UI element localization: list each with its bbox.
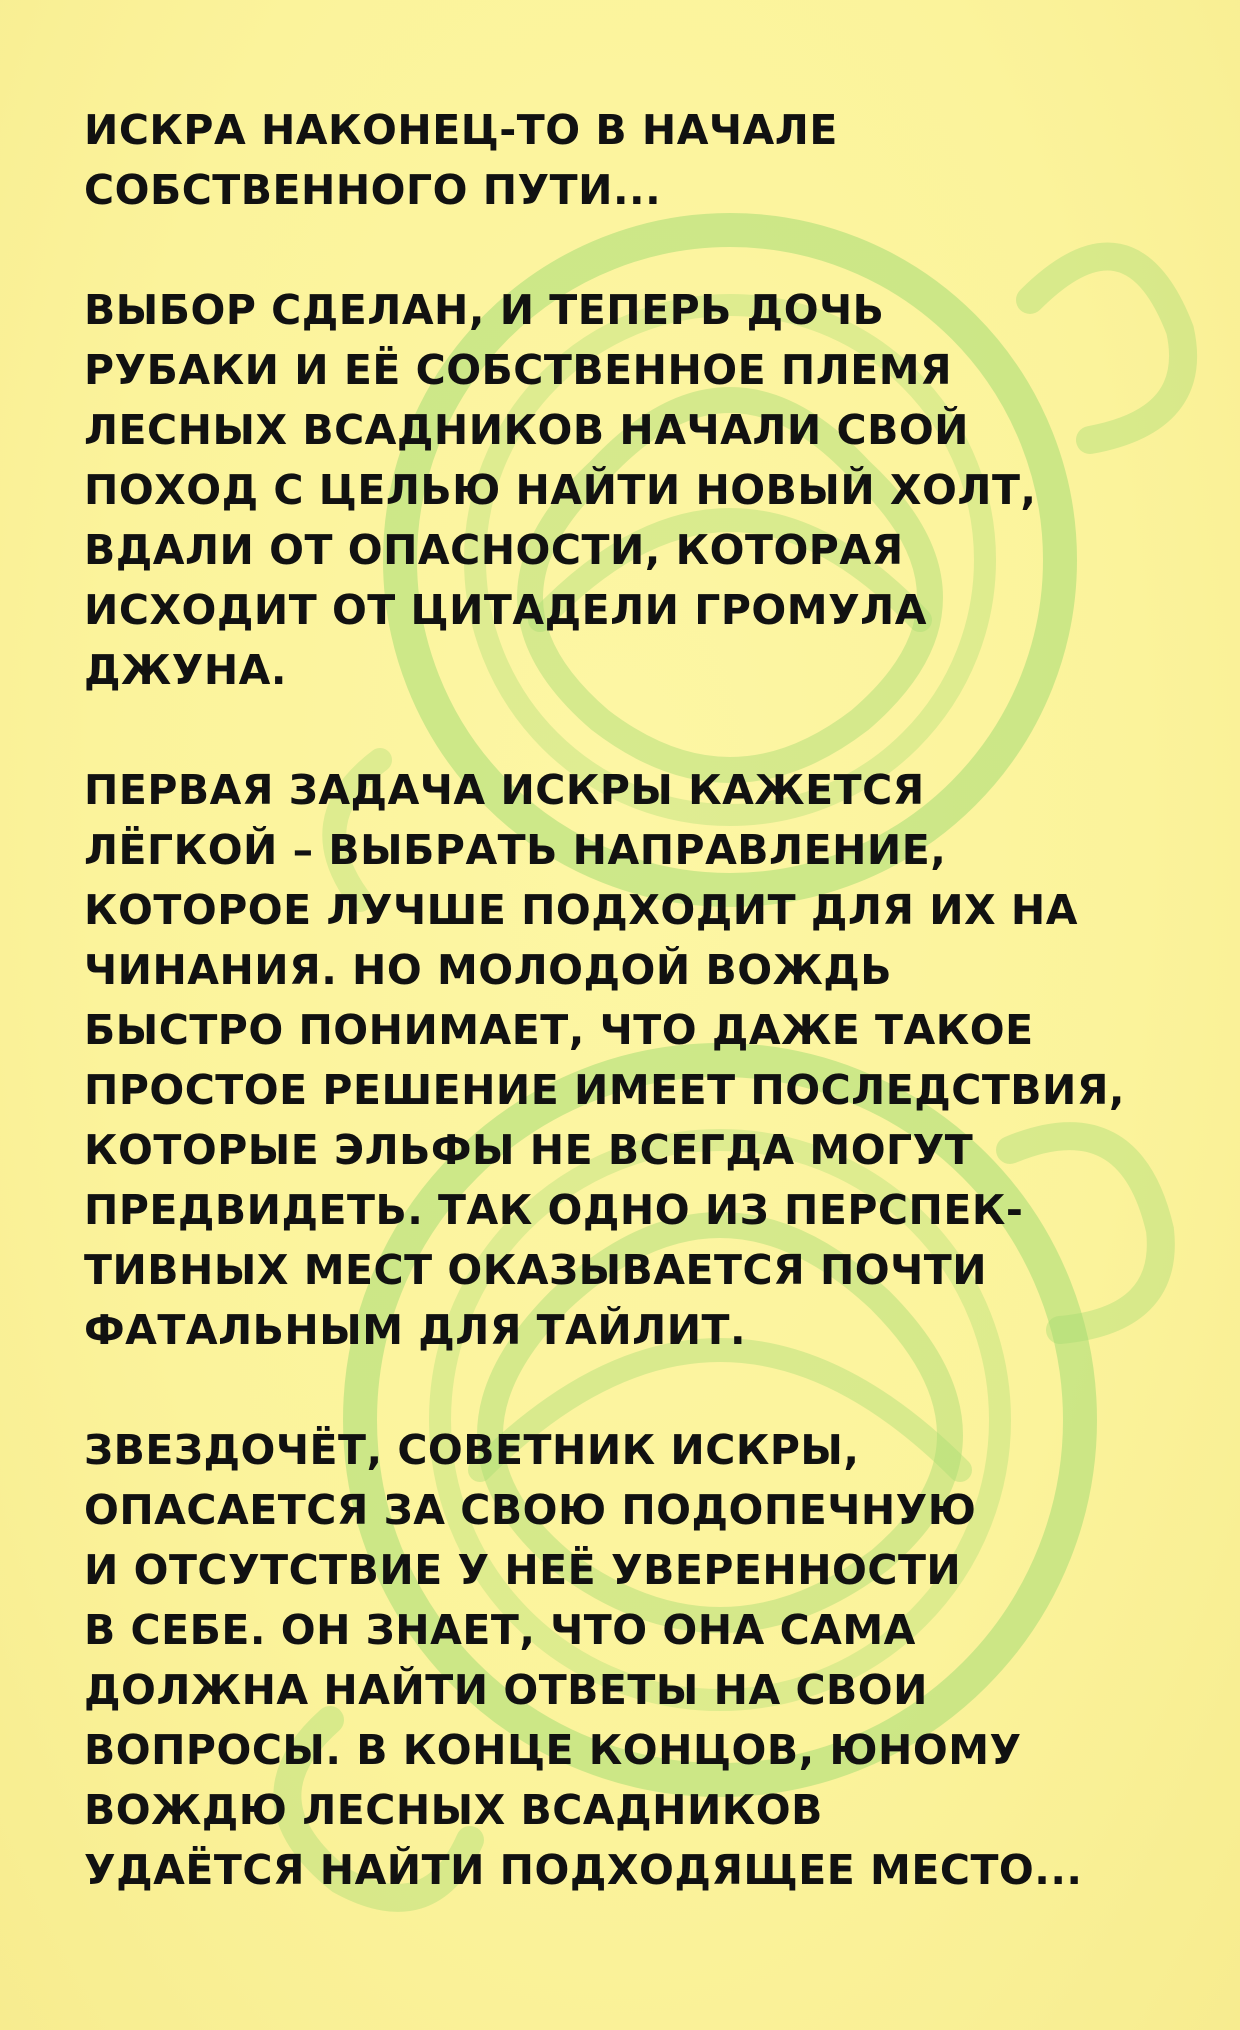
- paragraph-advisor: ЗВЕЗДОЧЁТ, СОВЕТНИК ИСКРЫ, ОПАСАЕТСЯ ЗА СВОЮ ПОДОПЕЧНУЮ И ОТСУТСТВИЕ У НЕЁ УВЕРЕННОСТИ В СЕБЕ. ОН ЗНАЕТ, ЧТО ОНА САМА ДОЛЖНА НАЙТИ ОТВЕТЫ НА СВОИ ВОПРОСЫ. В КОНЦЕ КОНЦОВ, ЮНОМУ ВОЖДЮ ЛЕСНЫХ ВСАДНИКОВ УДАЁТСЯ НАЙТИ ПОДХОДЯЩЕЕ МЕСТО...: [84, 1426, 1083, 1894]
- paragraph-choice: ВЫБОР СДЕЛАН, И ТЕПЕРЬ ДОЧЬ РУБАКИ И ЕЁ СОБСТВЕННОЕ ПЛЕМЯ ЛЕСНЫХ ВСАДНИКОВ НАЧАЛИ СВОЙ ПОХОД С ЦЕЛЬЮ НАЙТИ НОВЫЙ ХОЛТ, ВДАЛИ ОТ ОПАСНОСТИ, КОТОРАЯ ИСХОДИТ ОТ ЦИТАДЕЛИ ГРОМУЛА ДЖУНА.: [84, 286, 1037, 694]
- paragraph-first-task: ПЕРВАЯ ЗАДАЧА ИСКРЫ КАЖЕТСЯ ЛЁГКОЙ – ВЫБРАТЬ НАПРАВЛЕНИЕ, КОТОРОЕ ЛУЧШЕ ПОДХОДИТ ДЛЯ ИХ НА ЧИНАНИЯ. НО МОЛОДОЙ ВОЖДЬ БЫСТРО ПОНИМАЕТ, ЧТО ДАЖЕ ТАКОЕ ПРОСТОЕ РЕШЕНИЕ ИМЕЕТ ПОСЛЕДСТВИЯ, КОТОРЫЕ ЭЛЬФЫ НЕ ВСЕГДА МОГУТ ПРЕДВИДЕТЬ. ТАК ОДНО ИЗ ПЕРСПЕК- ТИВНЫХ МЕСТ ОКАЗЫВАЕТСЯ ПОЧТИ ФАТАЛЬНЫМ ДЛЯ ТАЙЛИТ.: [84, 766, 1125, 1354]
- paragraph-intro: ИСКРА НАКОНЕЦ-ТО В НАЧАЛЕ СОБСТВЕННОГО ПУТИ...: [84, 106, 838, 214]
